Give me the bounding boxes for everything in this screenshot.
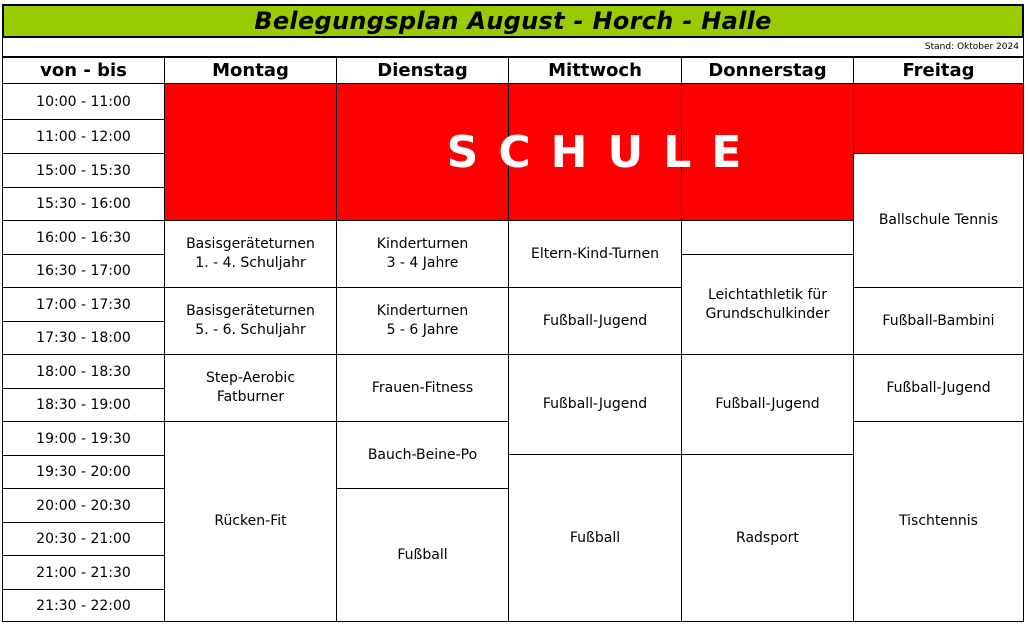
time-slot: 21:30 - 22:00: [2, 589, 165, 622]
stand-date: Stand: Oktober 2024: [2, 38, 1024, 57]
slot-montag-2: Basisgeräteturnen 5. - 6. Schuljahr: [164, 287, 337, 355]
header-freitag: Freitag: [853, 57, 1024, 84]
slot-donnerstag-2: Leichtathletik für Grundschulkinder: [681, 254, 854, 355]
time-slot: 20:00 - 20:30: [2, 488, 165, 523]
slot-donnerstag-empty: [681, 220, 854, 255]
slot-mittwoch-3: Fußball-Jugend: [508, 354, 682, 455]
title-bar: [2, 4, 1024, 38]
header-mittwoch: Mittwoch: [508, 57, 682, 84]
page-title: Belegungsplan August - Horch - Halle: [254, 7, 772, 35]
time-slot: 11:00 - 12:00: [2, 119, 165, 154]
slot-mittwoch-4: Fußball: [508, 454, 682, 622]
time-slot: 18:00 - 18:30: [2, 354, 165, 389]
header-dienstag: Dienstag: [336, 57, 509, 84]
slot-dienstag-1: Kinderturnen 3 - 4 Jahre: [336, 220, 509, 288]
time-slot: 16:30 - 17:00: [2, 254, 165, 288]
slot-mittwoch-1: Eltern-Kind-Turnen: [508, 220, 682, 288]
time-slot: 17:30 - 18:00: [2, 321, 165, 355]
slot-montag-1: Basisgeräteturnen 1. - 4. Schuljahr: [164, 220, 337, 288]
time-slot: 15:00 - 15:30: [2, 153, 165, 188]
header-montag: Montag: [164, 57, 337, 84]
slot-donnerstag-3: Fußball-Jugend: [681, 354, 854, 455]
slot-dienstag-3: Frauen-Fitness: [336, 354, 509, 422]
slot-mittwoch-2: Fußball-Jugend: [508, 287, 682, 355]
slot-freitag-2: Fußball-Bambini: [853, 287, 1024, 355]
time-slot: 19:00 - 19:30: [2, 421, 165, 456]
time-slot: 19:30 - 20:00: [2, 455, 165, 489]
school-label: SCHULE: [446, 126, 762, 178]
time-slot: 20:30 - 21:00: [2, 522, 165, 556]
slot-freitag-1: Ballschule Tennis: [853, 153, 1024, 288]
slot-dienstag-2: Kinderturnen 5 - 6 Jahre: [336, 287, 509, 355]
time-slot: 17:00 - 17:30: [2, 287, 165, 322]
slot-freitag-4: Tischtennis: [853, 421, 1024, 622]
slot-montag-4: Rücken-Fit: [164, 421, 337, 622]
time-slot: 18:30 - 19:00: [2, 388, 165, 422]
header-time: von - bis: [2, 57, 165, 84]
slot-montag-3: Step-Aerobic Fatburner: [164, 354, 337, 422]
time-slot: 10:00 - 11:00: [2, 83, 165, 120]
time-slot: 21:00 - 21:30: [2, 555, 165, 590]
slot-freitag-3: Fußball-Jugend: [853, 354, 1024, 422]
slot-dienstag-4: Bauch-Beine-Po: [336, 421, 509, 489]
time-slot: 15:30 - 16:00: [2, 187, 165, 221]
slot-dienstag-5: Fußball: [336, 488, 509, 622]
time-slot: 16:00 - 16:30: [2, 220, 165, 255]
header-donnerstag: Donnerstag: [681, 57, 854, 84]
slot-donnerstag-4: Radsport: [681, 454, 854, 622]
